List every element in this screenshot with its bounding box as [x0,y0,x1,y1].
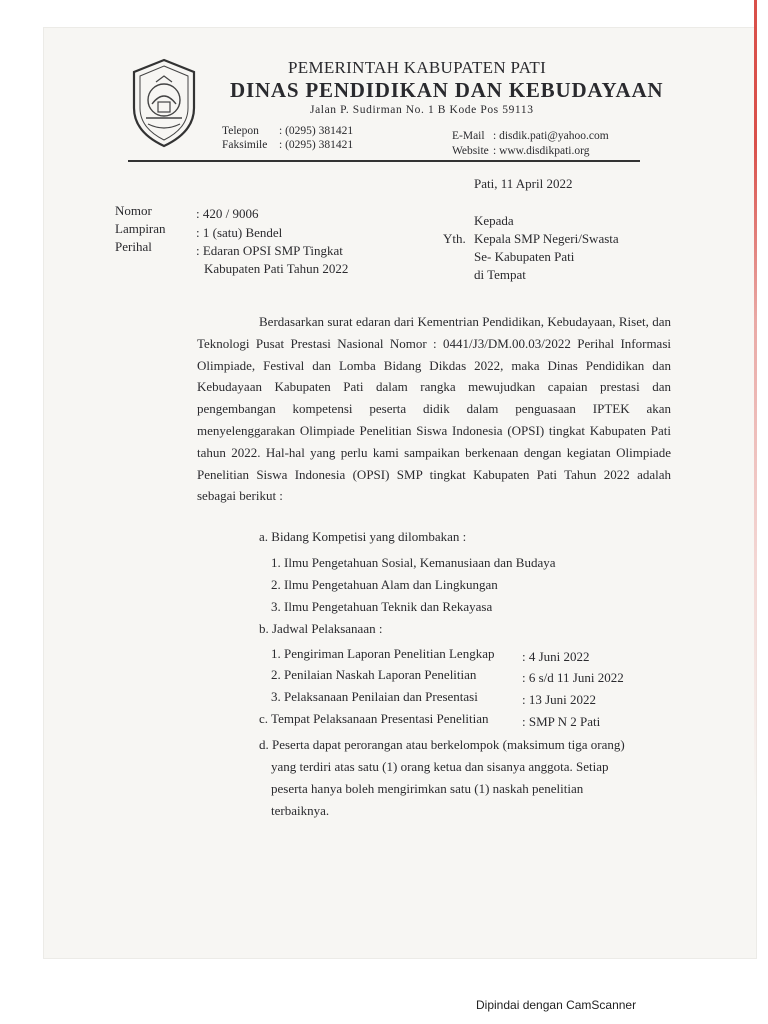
letterhead-rule [128,160,640,162]
recipient-line3: di Tempat [474,267,526,282]
section-a-title: a. Bidang Kompetisi yang dilombakan : [259,529,467,544]
website-value: : www.disdikpati.org [493,145,590,157]
section-d-line: yang terdiri atas satu (1) orang ketua dan sisanya anggota. Setiap [271,759,609,774]
section-c-value: : SMP N 2 Pati [522,714,601,729]
meta-label-nomor: Nomor [115,203,152,218]
schedule-item-value: : 13 Juni 2022 [522,692,597,707]
meta-value-perihal: : Edaran OPSI SMP Tingkat [196,243,343,258]
schedule-item-label: 3. Pelaksanaan Penilaian dan Presentasi [271,689,478,704]
recipient-line2: Se- Kabupaten Pati [474,249,575,264]
phone-value: : (0295) 381421 [279,125,354,137]
government-title: PEMERINTAH KABUPATEN PATI [288,58,547,77]
fax-label: Faksimile [222,139,268,151]
schedule-item-label: 2. Penilaian Naskah Laporan Penelitian [271,667,477,682]
section-a-item: 3. Ilmu Pengetahuan Teknik dan Rekayasa [271,599,493,614]
section-c-label: c. Tempat Pelaksanaan Presentasi Penelitian [259,711,489,726]
section-a-item: 1. Ilmu Pengetahuan Sosial, Kemanusiaan dan Budaya [271,555,556,570]
recipient-kepada: Kepada [474,213,514,228]
camscanner-watermark: Dipindai dengan CamScanner [476,998,637,1012]
letter-date: Pati, 11 April 2022 [474,176,573,191]
recipient-line1: Kepala SMP Negeri/Swasta [474,231,619,246]
schedule-item-value: : 4 Juni 2022 [522,649,590,664]
meta-value-lampiran: : 1 (satu) Bendel [196,225,283,240]
website-label: Website [452,145,489,157]
office-address: Jalan P. Sudirman No. 1 B Kode Pos 59113 [310,104,534,116]
email-value: : disdik.pati@yahoo.com [493,130,609,142]
meta-value-nomor: : 420 / 9006 [196,206,259,221]
fax-value: : (0295) 381421 [279,139,354,151]
paper-edge-line [754,0,757,800]
office-title: DINAS PENDIDIKAN DAN KEBUDAYAAN [230,78,664,102]
recipient-yth: Yth. [443,231,466,246]
email-label: E-Mail [452,130,485,142]
phone-label: Telepon [222,125,259,137]
meta-label-lampiran: Lampiran [115,221,166,236]
schedule-item-value: : 6 s/d 11 Juni 2022 [522,670,624,685]
body-text: Berdasarkan surat edaran dari Kementrian Pendidikan, Kebudayaan, Riset, dan Teknologi Pusat Prestasi Nasional Nomor : 0441/J3/DM.00.03/2022 Perihal Informasi Olimpiade, Festival dan Lomba Bidang Dikdas 2022, maka Dinas Pendidikan dan Kebudayaan Kabupaten Pati dalam rangka mewujudkan capaian prestasi dan pengembangan kompetensi peserta didik dalam penguasaan IPTEK akan menyelenggarakan Olimpiade Penelitian Siswa Indonesia (OPSI) tingkat Kabupaten Pati tahun 2022. Hal-hal yang perlu kami sampaikan berkenaan dengan kegiatan Olimpiade Penelitian Siswa Indonesia (OPSI) SMP tingkat Kabupaten Pati Tahun 2022 adalah sebagai berikut : [197,314,671,504]
section-b-title: b. Jadwal Pelaksanaan : [259,621,383,636]
meta-value-perihal-line2: Kabupaten Pati Tahun 2022 [204,261,349,276]
meta-label-perihal: Perihal [115,239,152,254]
section-d-line: d. Peserta dapat perorangan atau berkelompok (maksimum tiga orang) [259,737,625,752]
section-d-line: peserta hanya boleh mengirimkan satu (1) naskah penelitian [271,781,584,796]
pati-regency-seal-icon [128,58,200,148]
section-a-item: 2. Ilmu Pengetahuan Alam dan Lingkungan [271,577,498,592]
section-d-line: terbaiknya. [271,803,330,818]
schedule-item-label: 1. Pengiriman Laporan Penelitian Lengkap [271,646,495,661]
body-paragraph [197,311,671,507]
